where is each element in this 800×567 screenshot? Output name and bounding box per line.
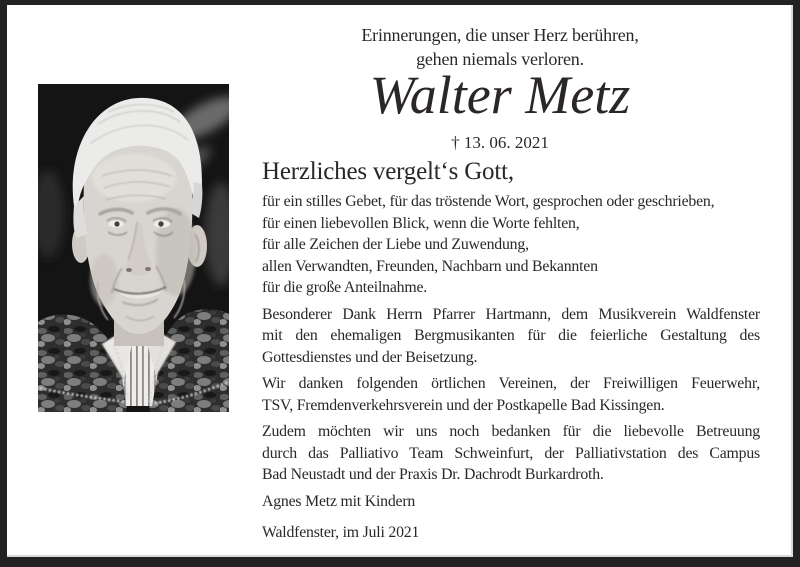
text-line: Wir danken folgenden örtlichen Vereinen, der Freiwilligen Feuerwehr,: [262, 375, 760, 392]
text-line: für die große Anteilnahme.: [262, 279, 428, 296]
notice-body: [262, 191, 760, 544]
text-line: für einen liebevollen Blick, wenn die Worte fehlten,: [262, 214, 580, 232]
deceased-name: Walter Metz: [369, 65, 631, 125]
thanks-paragraph-1: [262, 191, 760, 299]
text-line: Zudem möchten wir uns noch bedanken für die liebevolle Betreuung: [262, 423, 760, 440]
text-line: allen Verwandten, Freunden, Nachbarn und Bekannten: [262, 257, 598, 275]
epigraph: [262, 23, 738, 71]
portrait-photo: [38, 84, 229, 412]
text-line: Besonderer Dank Herrn Pfarrer Hartmann, dem Musikverein Waldfenster: [262, 305, 760, 323]
thanks-paragraph-4: [262, 421, 760, 486]
text-line: Bad Neustadt und der Praxis Dr. Dachrodt Burkardroth.: [262, 466, 604, 483]
thanks-paragraph-3: [262, 373, 760, 416]
place-dateline: Waldfenster, im Juli 2021: [262, 524, 420, 541]
text-line: Erinnerungen, die unser Herz berühren,: [361, 25, 639, 45]
death-date: † 13. 06. 2021: [451, 133, 549, 152]
text-line: mit den ehemaligen Bergmusikanten für die feierliche Gestaltung des: [262, 327, 760, 344]
family-signature: Agnes Metz mit Kindern: [262, 492, 416, 510]
text-line: TSV, Fremdenverkehrsverein und der Postkapelle Bad Kissingen.: [262, 396, 665, 414]
text-line: für alle Zeichen der Liebe und Zuwendung,: [262, 236, 529, 253]
notice-text-column: [262, 5, 760, 557]
text-line: Gottesdienstes und der Beisetzung.: [262, 348, 478, 366]
thanks-paragraph-2: [262, 304, 760, 369]
portrait-photo-graphic: [38, 84, 229, 412]
salutation-heading: Herzliches vergelt‘s Gott,: [262, 158, 514, 185]
text-line: durch das Palliativo Team Schweinfurt, der Palliativstation des Campus: [262, 444, 760, 462]
text-line: gehen niemals verloren.: [416, 49, 584, 69]
text-line: für ein stilles Gebet, für das tröstende Wort, gesprochen oder geschrieben,: [262, 193, 715, 210]
